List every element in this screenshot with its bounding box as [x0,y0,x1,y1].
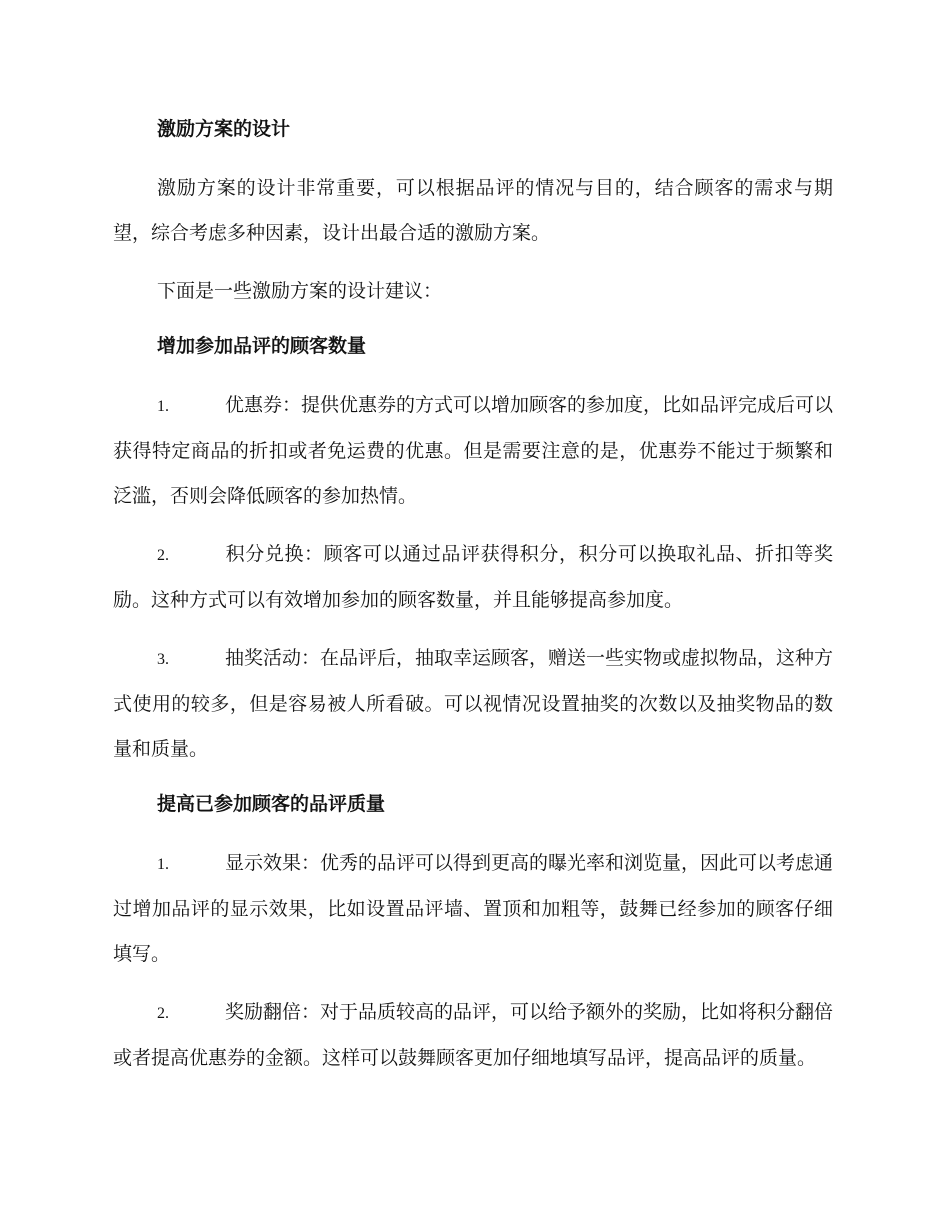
list-item-text: 奖励翻倍：对于品质较高的品评，可以给予额外的奖励，比如将积分翻倍或者提高优惠券的金额。这样可以鼓舞顾客更加仔细地填写品评，提高品评的质量。 [113,1001,834,1069]
intro-paragraph: 激励方案的设计非常重要，可以根据品评的情况与目的，结合顾客的需求与期望，综合考虑多种因素，设计出最合适的激励方案。 [113,177,833,244]
list-item [113,636,833,772]
list-item-number: 2. [157,1005,169,1022]
section-heading: 提高已参加顾客的品评质量 [157,793,386,815]
document-body [113,110,833,1094]
list-item-text: 抽奖活动：在品评后，抽取幸运顾客，赠送一些实物或虚拟物品，这种方式使用的较多，但是容易被人所看破。可以视情况设置抽奖的次数以及抽奖物品的数量和质量。 [113,647,834,760]
lead-paragraph: 下面是一些激励方案的设计建议： [157,280,443,302]
section-heading: 增加参加品评的顾客数量 [157,335,367,357]
list-item-number: 2. [157,547,169,564]
list-item-number: 1. [157,398,169,415]
document-title: 激励方案的设计 [157,118,291,140]
list-item-number: 1. [157,856,169,873]
list-item [113,383,833,519]
list-item [113,532,833,623]
list-item-number: 3. [157,651,169,668]
list-item-text: 显示效果：优秀的品评可以得到更高的曝光率和浏览量，因此可以考虑通过增加品评的显示效果，比如设置品评墙、置顶和加粗等，鼓舞已经参加的顾客仔细填写。 [113,852,834,965]
list-item-text: 优惠券：提供优惠券的方式可以增加顾客的参加度，比如品评完成后可以获得特定商品的折扣或者免运费的优惠。但是需要注意的是，优惠券不能过于频繁和泛滥，否则会降低顾客的参加热情。 [113,394,834,507]
list-item-text: 积分兑换：顾客可以通过品评获得积分，积分可以换取礼品、折扣等奖励。这种方式可以有效增加参加的顾客数量，并且能够提高参加度。 [113,543,833,611]
list-item [113,841,833,977]
list-item [113,990,833,1081]
